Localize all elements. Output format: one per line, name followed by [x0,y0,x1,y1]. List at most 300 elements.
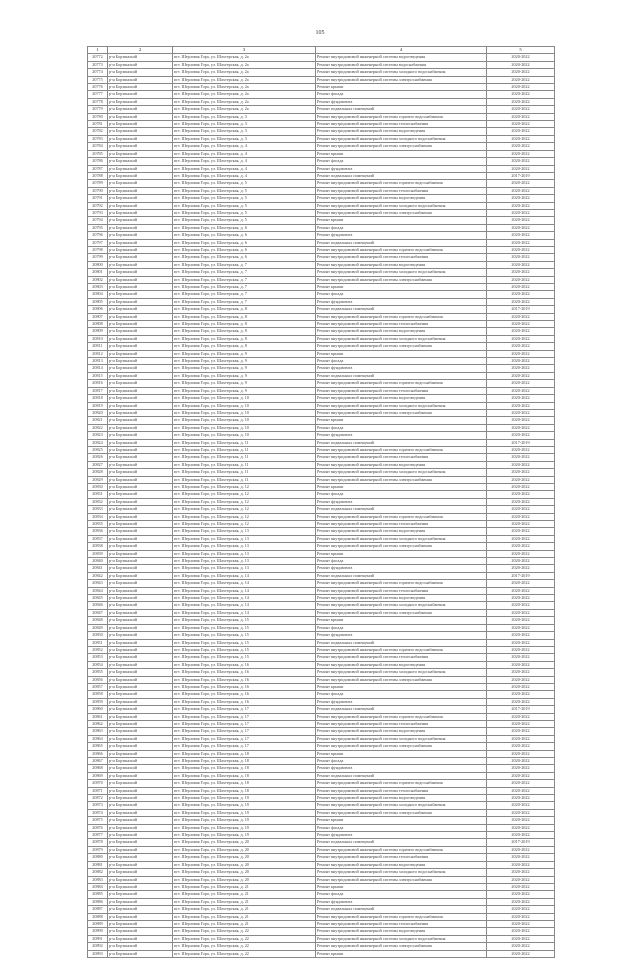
district-cell: р-н Борзинский [108,269,173,276]
row-number-cell: 20846 [88,602,108,609]
row-number-cell: 20834 [88,513,108,520]
work-type-cell: Ремонт крыши [316,750,487,757]
address-cell: пгт. Шерловая Гора, ул. Шахтерская, д. 10 [173,417,316,424]
row-number-cell: 20844 [88,587,108,594]
row-number-cell: 20864 [88,735,108,742]
work-type-cell: Ремонт крыши [316,284,487,291]
row-number-cell: 20889 [88,920,108,927]
district-cell: р-н Борзинский [108,750,173,757]
row-number-cell: 20872 [88,795,108,802]
address-cell: пгт. Шерловая Гора, ул. Шахтерская, д. 2а [173,76,316,83]
row-number-cell: 20780 [88,113,108,120]
table-row [88,158,555,165]
address-cell: пгт. Шерловая Гора, ул. Шахтерская, д. 10 [173,395,316,402]
district-cell: р-н Борзинский [108,891,173,898]
period-cell: 2020-2022 [487,809,555,816]
table-row [88,543,555,550]
row-number-cell: 20829 [88,476,108,483]
address-cell: пгт. Шерловая Гора, ул. Шахтерская, д. 8 [173,306,316,313]
district-cell: р-н Борзинский [108,498,173,505]
table-row [88,76,555,83]
table-row [88,609,555,616]
row-number-cell: 20819 [88,402,108,409]
row-number-cell: 20788 [88,172,108,179]
period-cell: 2020-2022 [487,239,555,246]
table-row [88,321,555,328]
work-type-cell: Ремонт внутридомовой инженерной системы электроснабжения [316,609,487,616]
district-cell: р-н Борзинский [108,76,173,83]
district-cell: р-н Борзинский [108,387,173,394]
table-row [88,343,555,350]
work-type-cell: Ремонт фасада [316,91,487,98]
work-type-cell: Ремонт подвальных помещений [316,506,487,513]
work-type-cell: Ремонт внутридомовой инженерной системы водоотведения [316,595,487,602]
work-type-cell: Ремонт внутридомовой инженерной системы горячего водоснабжения [316,180,487,187]
row-number-cell: 20877 [88,832,108,839]
address-cell: пгт. Шерловая Гора, ул. Шахтерская, д. 17 [173,743,316,750]
district-cell: р-н Борзинский [108,224,173,231]
work-type-cell: Ремонт внутридомовой инженерной системы электроснабжения [316,143,487,150]
work-type-cell: Ремонт подвальных помещений [316,306,487,313]
address-cell: пгт. Шерловая Гора, ул. Шахтерская, д. 13 [173,543,316,550]
period-cell: 2017-2019 [487,172,555,179]
work-type-cell: Ремонт фундамента [316,232,487,239]
row-number-cell: 20796 [88,232,108,239]
row-number-cell: 20800 [88,261,108,268]
district-cell: р-н Борзинский [108,869,173,876]
table-row [88,106,555,113]
work-type-cell: Ремонт крыши [316,550,487,557]
row-number-cell: 20884 [88,883,108,890]
period-cell: 2020-2022 [487,698,555,705]
work-type-cell: Ремонт внутридомовой инженерной системы электроснабжения [316,676,487,683]
period-cell: 2020-2022 [487,224,555,231]
table-row [88,69,555,76]
work-type-cell: Ремонт крыши [316,950,487,957]
table-row [88,476,555,483]
district-cell: р-н Борзинский [108,713,173,720]
work-type-cell: Ремонт внутридомовой инженерной системы электроснабжения [316,76,487,83]
work-type-cell: Ремонт фасада [316,424,487,431]
work-type-cell: Ремонт внутридомовой инженерной системы холодного водоснабжения [316,935,487,942]
table-row [88,409,555,416]
period-cell: 2020-2022 [487,943,555,950]
work-type-cell: Ремонт внутридомовой инженерной системы водоотведения [316,395,487,402]
work-type-cell: Ремонт внутридомовой инженерной системы теплоснабжения [316,854,487,861]
table-row [88,298,555,305]
address-cell: пгт. Шерловая Гора, ул. Шахтерская, д. 18 [173,772,316,779]
period-cell: 2020-2022 [487,321,555,328]
period-cell: 2020-2022 [487,743,555,750]
table-row [88,839,555,846]
table-row [88,743,555,750]
address-cell: пгт. Шерловая Гора, ул. Шахтерская, д. 10 [173,424,316,431]
address-cell: пгт. Шерловая Гора, ул. Шахтерская, д. 22 [173,928,316,935]
row-number-cell: 20807 [88,313,108,320]
district-cell: р-н Борзинский [108,476,173,483]
address-cell: пгт. Шерловая Гора, ул. Шахтерская, д. 8 [173,313,316,320]
address-cell: пгт. Шерловая Гора, ул. Шахтерская, д. 10 [173,432,316,439]
work-type-cell: Ремонт внутридомовой инженерной системы теплоснабжения [316,787,487,794]
row-number-cell: 20802 [88,276,108,283]
work-type-cell: Ремонт внутридомовой инженерной системы водоотведения [316,861,487,868]
table-row [88,165,555,172]
period-cell: 2020-2022 [487,558,555,565]
address-cell: пгт. Шерловая Гора, ул. Шахтерская, д. 18 [173,758,316,765]
district-cell: р-н Борзинский [108,350,173,357]
table-row [88,720,555,727]
district-cell: р-н Борзинский [108,232,173,239]
work-type-cell: Ремонт внутридомовой инженерной системы водоотведения [316,128,487,135]
period-cell: 2020-2022 [487,720,555,727]
row-number-cell: 20817 [88,387,108,394]
work-type-cell: Ремонт фундамента [316,765,487,772]
work-type-cell: Ремонт внутридомовой инженерной системы холодного водоснабжения [316,869,487,876]
district-cell: р-н Борзинский [108,683,173,690]
period-cell: 2020-2022 [487,506,555,513]
district-cell: р-н Борзинский [108,743,173,750]
district-cell: р-н Борзинский [108,832,173,839]
period-cell: 2020-2022 [487,98,555,105]
table-row [88,587,555,594]
row-number-cell: 20812 [88,350,108,357]
period-cell: 2017-2019 [487,439,555,446]
period-cell: 2020-2022 [487,891,555,898]
address-cell: пгт. Шерловая Гора, ул. Шахтерская, д. 16 [173,691,316,698]
district-cell: р-н Борзинский [108,780,173,787]
district-cell: р-н Борзинский [108,246,173,253]
work-type-cell: Ремонт фундамента [316,698,487,705]
row-number-cell: 20816 [88,380,108,387]
period-cell: 2020-2022 [487,580,555,587]
row-number-cell: 20850 [88,632,108,639]
address-cell: пгт. Шерловая Гора, ул. Шахтерская, д. 8 [173,335,316,342]
period-cell: 2020-2022 [487,350,555,357]
period-cell: 2020-2022 [487,461,555,468]
row-number-cell: 20830 [88,483,108,490]
work-type-cell: Ремонт внутридомовой инженерной системы электроснабжения [316,476,487,483]
row-number-cell: 20892 [88,943,108,950]
work-type-cell: Ремонт фундамента [316,832,487,839]
table-row [88,861,555,868]
address-cell: пгт. Шерловая Гора, ул. Шахтерская, д. 11 [173,446,316,453]
district-cell: р-н Борзинский [108,276,173,283]
period-cell: 2020-2022 [487,861,555,868]
address-cell: пгт. Шерловая Гора, ул. Шахтерская, д. 5 [173,202,316,209]
address-cell: пгт. Шерловая Гора, ул. Шахтерская, д. 2а [173,69,316,76]
table-row [88,135,555,142]
address-cell: пгт. Шерловая Гора, ул. Шахтерская, д. 4 [173,150,316,157]
row-number-cell: 20870 [88,780,108,787]
row-number-cell: 20876 [88,824,108,831]
row-number-cell: 20776 [88,84,108,91]
address-cell: пгт. Шерловая Гора, ул. Шахтерская, д. 11 [173,476,316,483]
table-row [88,646,555,653]
work-type-cell: Ремонт внутридомовой инженерной системы холодного водоснабжения [316,335,487,342]
repair-schedule-table [87,46,555,958]
row-number-cell: 20778 [88,98,108,105]
work-type-cell: Ремонт подвальных помещений [316,172,487,179]
table-row [88,91,555,98]
period-cell: 2020-2022 [487,483,555,490]
period-cell: 2020-2022 [487,824,555,831]
table-row [88,261,555,268]
address-cell: пгт. Шерловая Гора, ул. Шахтерская, д. 2а [173,61,316,68]
district-cell: р-н Борзинский [108,113,173,120]
table-row [88,469,555,476]
row-number-cell: 20869 [88,772,108,779]
period-cell: 2020-2022 [487,602,555,609]
period-cell: 2020-2022 [487,713,555,720]
row-number-cell: 20791 [88,195,108,202]
period-cell: 2020-2022 [487,291,555,298]
row-number-cell: 20879 [88,846,108,853]
district-cell: р-н Борзинский [108,417,173,424]
period-cell: 2020-2022 [487,372,555,379]
address-cell: пгт. Шерловая Гора, ул. Шахтерская, д. 17 [173,720,316,727]
district-cell: р-н Борзинский [108,513,173,520]
district-cell: р-н Борзинский [108,639,173,646]
work-type-cell: Ремонт внутридомовой инженерной системы электроснабжения [316,343,487,350]
address-cell: пгт. Шерловая Гора, ул. Шахтерская, д. 7 [173,291,316,298]
period-cell: 2020-2022 [487,432,555,439]
work-type-cell: Ремонт внутридомовой инженерной системы холодного водоснабжения [316,202,487,209]
address-cell: пгт. Шерловая Гора, ул. Шахтерская, д. 9 [173,380,316,387]
work-type-cell: Ремонт внутридомовой инженерной системы водоотведения [316,528,487,535]
work-type-cell: Ремонт внутридомовой инженерной системы электроснабжения [316,209,487,216]
district-cell: р-н Борзинский [108,165,173,172]
table-row [88,291,555,298]
work-type-cell: Ремонт фасада [316,624,487,631]
district-cell: р-н Борзинский [108,506,173,513]
row-number-cell: 20847 [88,609,108,616]
header-cell: 5 [487,47,555,54]
district-cell: р-н Борзинский [108,261,173,268]
address-cell: пгт. Шерловая Гора, ул. Шахтерская, д. 19 [173,809,316,816]
address-cell: пгт. Шерловая Гора, ул. Шахтерская, д. 17 [173,728,316,735]
row-number-cell: 20857 [88,683,108,690]
district-cell: р-н Борзинский [108,439,173,446]
district-cell: р-н Борзинский [108,69,173,76]
district-cell: р-н Борзинский [108,646,173,653]
district-cell: р-н Борзинский [108,661,173,668]
table-row [88,780,555,787]
table-row [88,461,555,468]
work-type-cell: Ремонт внутридомовой инженерной системы теплоснабжения [316,654,487,661]
period-cell: 2020-2022 [487,313,555,320]
table-row [88,595,555,602]
address-cell: пгт. Шерловая Гора, ул. Шахтерская, д. 9 [173,372,316,379]
row-number-cell: 20781 [88,121,108,128]
period-cell: 2020-2022 [487,935,555,942]
period-cell: 2020-2022 [487,550,555,557]
period-cell: 2020-2022 [487,691,555,698]
work-type-cell: Ремонт фасада [316,758,487,765]
period-cell: 2020-2022 [487,787,555,794]
period-cell: 2020-2022 [487,165,555,172]
district-cell: р-н Борзинский [108,380,173,387]
address-cell: пгт. Шерловая Гора, ул. Шахтерская, д. 16 [173,661,316,668]
address-cell: пгт. Шерловая Гора, ул. Шахтерская, д. 15 [173,624,316,631]
work-type-cell: Ремонт внутридомовой инженерной системы теплоснабжения [316,187,487,194]
address-cell: пгт. Шерловая Гора, ул. Шахтерская, д. 15 [173,617,316,624]
table-row [88,483,555,490]
work-type-cell: Ремонт крыши [316,883,487,890]
work-type-cell: Ремонт внутридомовой инженерной системы теплоснабжения [316,587,487,594]
work-type-cell: Ремонт внутридомовой инженерной системы теплоснабжения [316,121,487,128]
table-row [88,676,555,683]
table-row [88,558,555,565]
row-number-cell: 20786 [88,158,108,165]
row-number-cell: 20820 [88,409,108,416]
table-row [88,172,555,179]
district-cell: р-н Борзинский [108,328,173,335]
table-row [88,765,555,772]
row-number-cell: 20774 [88,69,108,76]
district-cell: р-н Борзинский [108,432,173,439]
district-cell: р-н Борзинский [108,913,173,920]
row-number-cell: 20811 [88,343,108,350]
address-cell: пгт. Шерловая Гора, ул. Шахтерская, д. 19 [173,802,316,809]
period-cell: 2020-2022 [487,61,555,68]
address-cell: пгт. Шерловая Гора, ул. Шахтерская, д. 21 [173,906,316,913]
work-type-cell: Ремонт подвальных помещений [316,239,487,246]
work-type-cell: Ремонт подвальных помещений [316,772,487,779]
period-cell: 2020-2022 [487,284,555,291]
work-type-cell: Ремонт внутридомовой инженерной системы горячего водоснабжения [316,380,487,387]
district-cell: р-н Борзинский [108,772,173,779]
work-type-cell: Ремонт фундамента [316,565,487,572]
work-type-cell: Ремонт внутридомовой инженерной системы горячего водоснабжения [316,713,487,720]
work-type-cell: Ремонт внутридомовой инженерной системы водоотведения [316,728,487,735]
work-type-cell: Ремонт внутридомовой инженерной системы водоотведения [316,54,487,61]
table-row [88,350,555,357]
work-type-cell: Ремонт внутридомовой инженерной системы водоотведения [316,328,487,335]
district-cell: р-н Борзинский [108,802,173,809]
work-type-cell: Ремонт внутридомовой инженерной системы электроснабжения [316,876,487,883]
district-cell: р-н Борзинский [108,632,173,639]
row-number-cell: 20821 [88,417,108,424]
table-row [88,713,555,720]
work-type-cell: Ремонт внутридомовой инженерной системы водоснабжения [316,61,487,68]
row-number-cell: 20855 [88,669,108,676]
row-number-cell: 20772 [88,54,108,61]
table-row [88,224,555,231]
district-cell: р-н Борзинский [108,906,173,913]
period-cell: 2020-2022 [487,498,555,505]
table-row [88,417,555,424]
row-number-cell: 20840 [88,558,108,565]
table-row [88,639,555,646]
district-cell: р-н Борзинский [108,669,173,676]
work-type-cell: Ремонт подвальных помещений [316,839,487,846]
district-cell: р-н Борзинский [108,343,173,350]
address-cell: пгт. Шерловая Гора, ул. Шахтерская, д. 8 [173,328,316,335]
header-cell: 4 [316,47,487,54]
row-number-cell: 20842 [88,572,108,579]
district-cell: р-н Борзинский [108,195,173,202]
district-cell: р-н Борзинский [108,298,173,305]
district-cell: р-н Борзинский [108,935,173,942]
row-number-cell: 20871 [88,787,108,794]
table-row [88,454,555,461]
row-number-cell: 20833 [88,506,108,513]
district-cell: р-н Борзинский [108,106,173,113]
period-cell: 2020-2022 [487,135,555,142]
district-cell: р-н Борзинский [108,950,173,957]
district-cell: р-н Борзинский [108,128,173,135]
table-row [88,683,555,690]
work-type-cell: Ремонт внутридомовой инженерной системы теплоснабжения [316,720,487,727]
address-cell: пгт. Шерловая Гора, ул. Шахтерская, д. 5 [173,217,316,224]
table-row [88,661,555,668]
table-row [88,654,555,661]
period-cell: 2020-2022 [487,832,555,839]
row-number-cell: 20787 [88,165,108,172]
district-cell: р-н Борзинский [108,461,173,468]
work-type-cell: Ремонт внутридомовой инженерной системы теплоснабжения [316,920,487,927]
address-cell: пгт. Шерловая Гора, ул. Шахтерская, д. 4 [173,172,316,179]
table-row [88,380,555,387]
work-type-cell: Ремонт фундамента [316,365,487,372]
district-cell: р-н Борзинский [108,254,173,261]
row-number-cell: 20868 [88,765,108,772]
district-cell: р-н Борзинский [108,787,173,794]
address-cell: пгт. Шерловая Гора, ул. Шахтерская, д. 17 [173,735,316,742]
district-cell: р-н Борзинский [108,587,173,594]
address-cell: пгт. Шерловая Гора, ул. Шахтерская, д. 6 [173,254,316,261]
table-row [88,624,555,631]
table-row [88,128,555,135]
address-cell: пгт. Шерловая Гора, ул. Шахтерская, д. 20 [173,846,316,853]
table-row [88,395,555,402]
row-number-cell: 20779 [88,106,108,113]
row-number-cell: 20818 [88,395,108,402]
table-row [88,935,555,942]
district-cell: р-н Борзинский [108,817,173,824]
row-number-cell: 20806 [88,306,108,313]
table-row [88,883,555,890]
period-cell: 2020-2022 [487,402,555,409]
row-number-cell: 20809 [88,328,108,335]
period-cell: 2020-2022 [487,654,555,661]
row-number-cell: 20785 [88,150,108,157]
row-number-cell: 20874 [88,809,108,816]
address-cell: пгт. Шерловая Гора, ул. Шахтерская, д. 12 [173,498,316,505]
period-cell: 2020-2022 [487,795,555,802]
work-type-cell: Ремонт фасада [316,224,487,231]
table-row [88,795,555,802]
row-number-cell: 20883 [88,876,108,883]
address-cell: пгт. Шерловая Гора, ул. Шахтерская, д. 13 [173,550,316,557]
row-number-cell: 20856 [88,676,108,683]
address-cell: пгт. Шерловая Гора, ул. Шахтерская, д. 5 [173,187,316,194]
district-cell: р-н Борзинский [108,558,173,565]
period-cell: 2017-2019 [487,839,555,846]
address-cell: пгт. Шерловая Гора, ул. Шахтерская, д. 2а [173,54,316,61]
row-number-cell: 20814 [88,365,108,372]
row-number-cell: 20843 [88,580,108,587]
table-row [88,750,555,757]
row-number-cell: 20849 [88,624,108,631]
period-cell: 2020-2022 [487,617,555,624]
work-type-cell: Ремонт фундамента [316,432,487,439]
address-cell: пгт. Шерловая Гора, ул. Шахтерская, д. 14 [173,602,316,609]
work-type-cell: Ремонт подвальных помещений [316,706,487,713]
header-cell: 2 [108,47,173,54]
row-number-cell: 20813 [88,358,108,365]
row-number-cell: 20793 [88,209,108,216]
